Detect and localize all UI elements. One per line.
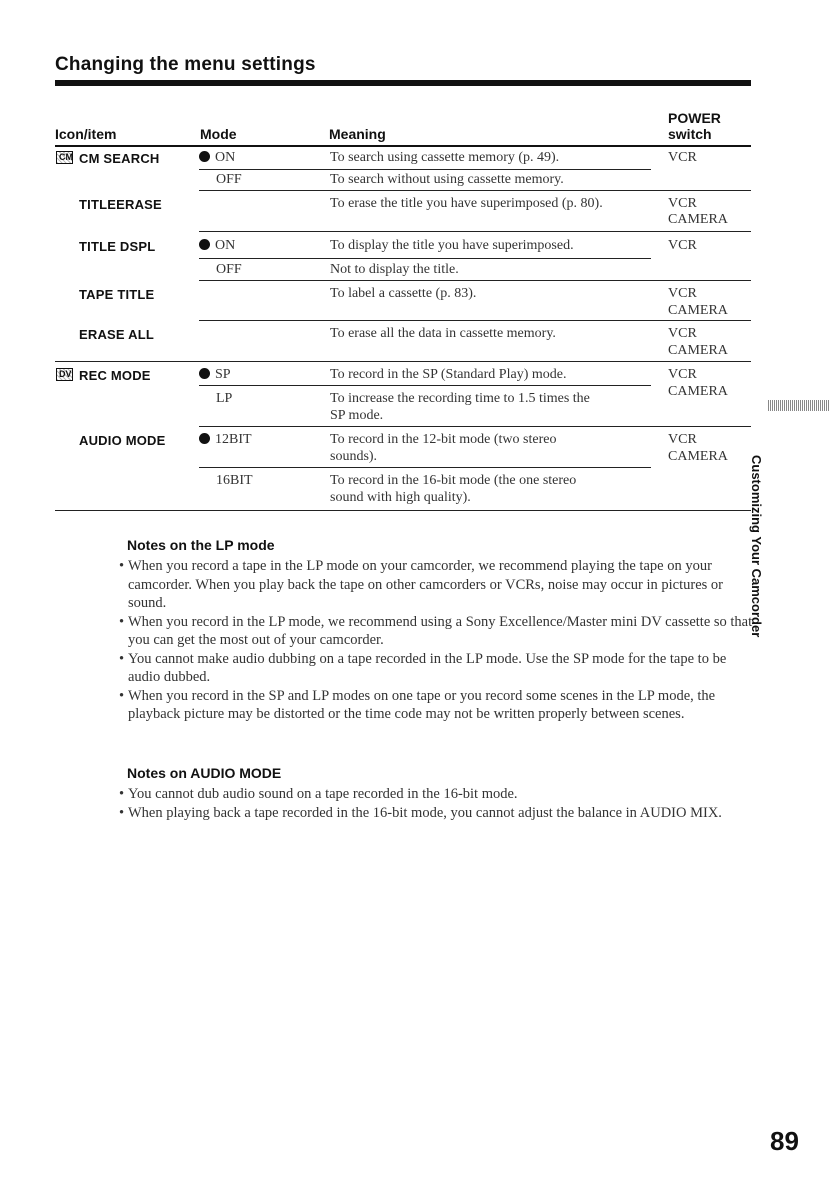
item-title-dspl: TITLE DSPL <box>79 239 156 254</box>
mode-on-default: ON <box>199 238 235 254</box>
sub-rule <box>199 385 651 386</box>
sub-rule <box>199 258 651 259</box>
list-item: • When playing back a tape recorded in the 16-bit mode, you cannot adjust the balance in AUDIO MIX. <box>119 804 754 823</box>
notes-lp-heading: Notes on the LP mode <box>127 537 275 553</box>
list-item: • You cannot make audio dubbing on a tape recorded in the LP mode. Use the SP mode for the tape to be audio dubbed. <box>119 650 754 687</box>
power-erase-all-2: CAMERA <box>668 343 728 358</box>
power-tape-title-1: VCR <box>668 286 697 301</box>
power-tape-title-2: CAMERA <box>668 303 728 318</box>
default-dot-icon <box>199 368 210 379</box>
list-item: • When you record in the SP and LP modes on one tape or you record some scenes in the LP mode, the playback picture may be distorted or the time code may not be written properly between scenes. <box>119 687 754 724</box>
item-rec-mode: REC MODE <box>79 368 151 383</box>
header-icon-item: Icon/item <box>55 126 117 142</box>
meaning-cm-on: To search using cassette memory (p. 49). <box>330 150 560 165</box>
power-titleerase-2: CAMERA <box>668 212 728 227</box>
default-dot-icon <box>199 151 210 162</box>
group-rule <box>55 361 751 362</box>
meaning-title-dspl-off: Not to display the title. <box>330 262 459 277</box>
item-tape-title: TAPE TITLE <box>79 287 155 302</box>
power-titleerase-1: VCR <box>668 196 697 211</box>
table-bottom-rule <box>55 510 751 511</box>
meaning-lp-line2: SP mode. <box>330 408 384 423</box>
rec-mode-icon: DV <box>56 368 73 381</box>
mode-on-default: ON <box>199 150 235 166</box>
power-erase-all-1: VCR <box>668 326 697 341</box>
side-tab-label: Customizing Your Camcorder <box>749 455 764 638</box>
sub-rule <box>199 467 651 468</box>
header-rule <box>55 145 751 147</box>
mode-16bit: 16BIT <box>216 473 253 488</box>
meaning-lp-line1: To increase the recording time to 1.5 times the <box>330 391 590 406</box>
row-rule <box>199 190 751 191</box>
meaning-titleerase: To erase the title you have superimposed (p. 80). <box>330 196 603 211</box>
power-rec-1: VCR <box>668 367 697 382</box>
meaning-16bit-line2: sound with high quality). <box>330 490 471 505</box>
mode-off: OFF <box>216 172 242 187</box>
item-cm-search: CM SEARCH <box>79 151 160 166</box>
power-audio-2: CAMERA <box>668 449 728 464</box>
list-item: • When you record a tape in the LP mode on your camcorder, we recommend playing the tape on your camcorder. When you play back the tape on other camcorders or VCRs, noise may occur in pictures or sound. <box>119 557 754 613</box>
meaning-12bit-line1: To record in the 12-bit mode (two stereo <box>330 432 557 447</box>
item-audio-mode: AUDIO MODE <box>79 433 166 448</box>
list-item: • When you record in the LP mode, we recommend using a Sony Excellence/Master mini DV cassette so that you can get the most out of your camcorder. <box>119 613 754 650</box>
page-number: 89 <box>770 1126 799 1156</box>
meaning-sp: To record in the SP (Standard Play) mode. <box>330 367 567 382</box>
power-title-dspl: VCR <box>668 238 697 253</box>
power-audio-1: VCR <box>668 432 697 447</box>
mode-12bit-default: 12BIT <box>199 432 252 448</box>
notes-audio-list <box>119 785 754 822</box>
meaning-cm-off: To search without using cassette memory. <box>330 172 564 187</box>
list-item: • You cannot dub audio sound on a tape recorded in the 16-bit mode. <box>119 785 754 804</box>
notes-lp-list <box>119 557 754 724</box>
cm-search-icon: CM <box>56 151 73 164</box>
meaning-title-dspl-on: To display the title you have superimposed. <box>330 238 574 253</box>
item-erase-all: ERASE ALL <box>79 327 154 342</box>
notes-audio-heading: Notes on AUDIO MODE <box>127 765 282 781</box>
side-tab-bar <box>768 400 830 411</box>
mode-lp: LP <box>216 391 233 406</box>
meaning-erase-all: To erase all the data in cassette memory. <box>330 326 556 341</box>
title-rule <box>55 80 751 86</box>
row-rule <box>199 320 751 321</box>
mode-sp-default: SP <box>199 367 231 383</box>
meaning-12bit-line2: sounds). <box>330 449 378 464</box>
row-rule <box>199 426 751 427</box>
header-meaning: Meaning <box>329 126 386 142</box>
header-mode: Mode <box>200 126 237 142</box>
row-rule <box>199 231 751 232</box>
header-power-line1: POWER <box>668 110 721 126</box>
default-dot-icon <box>199 239 210 250</box>
mode-off: OFF <box>216 262 242 277</box>
header-power-line2: switch <box>668 126 712 142</box>
default-dot-icon <box>199 433 210 444</box>
power-rec-2: CAMERA <box>668 384 728 399</box>
page-title: Changing the menu settings <box>55 54 316 75</box>
power-cm: VCR <box>668 150 697 165</box>
meaning-16bit-line1: To record in the 16-bit mode (the one stereo <box>330 473 577 488</box>
meaning-tape-title: To label a cassette (p. 83). <box>330 286 477 301</box>
row-rule <box>199 280 751 281</box>
item-titleerase: TITLEERASE <box>79 197 162 212</box>
sub-rule <box>199 169 651 170</box>
